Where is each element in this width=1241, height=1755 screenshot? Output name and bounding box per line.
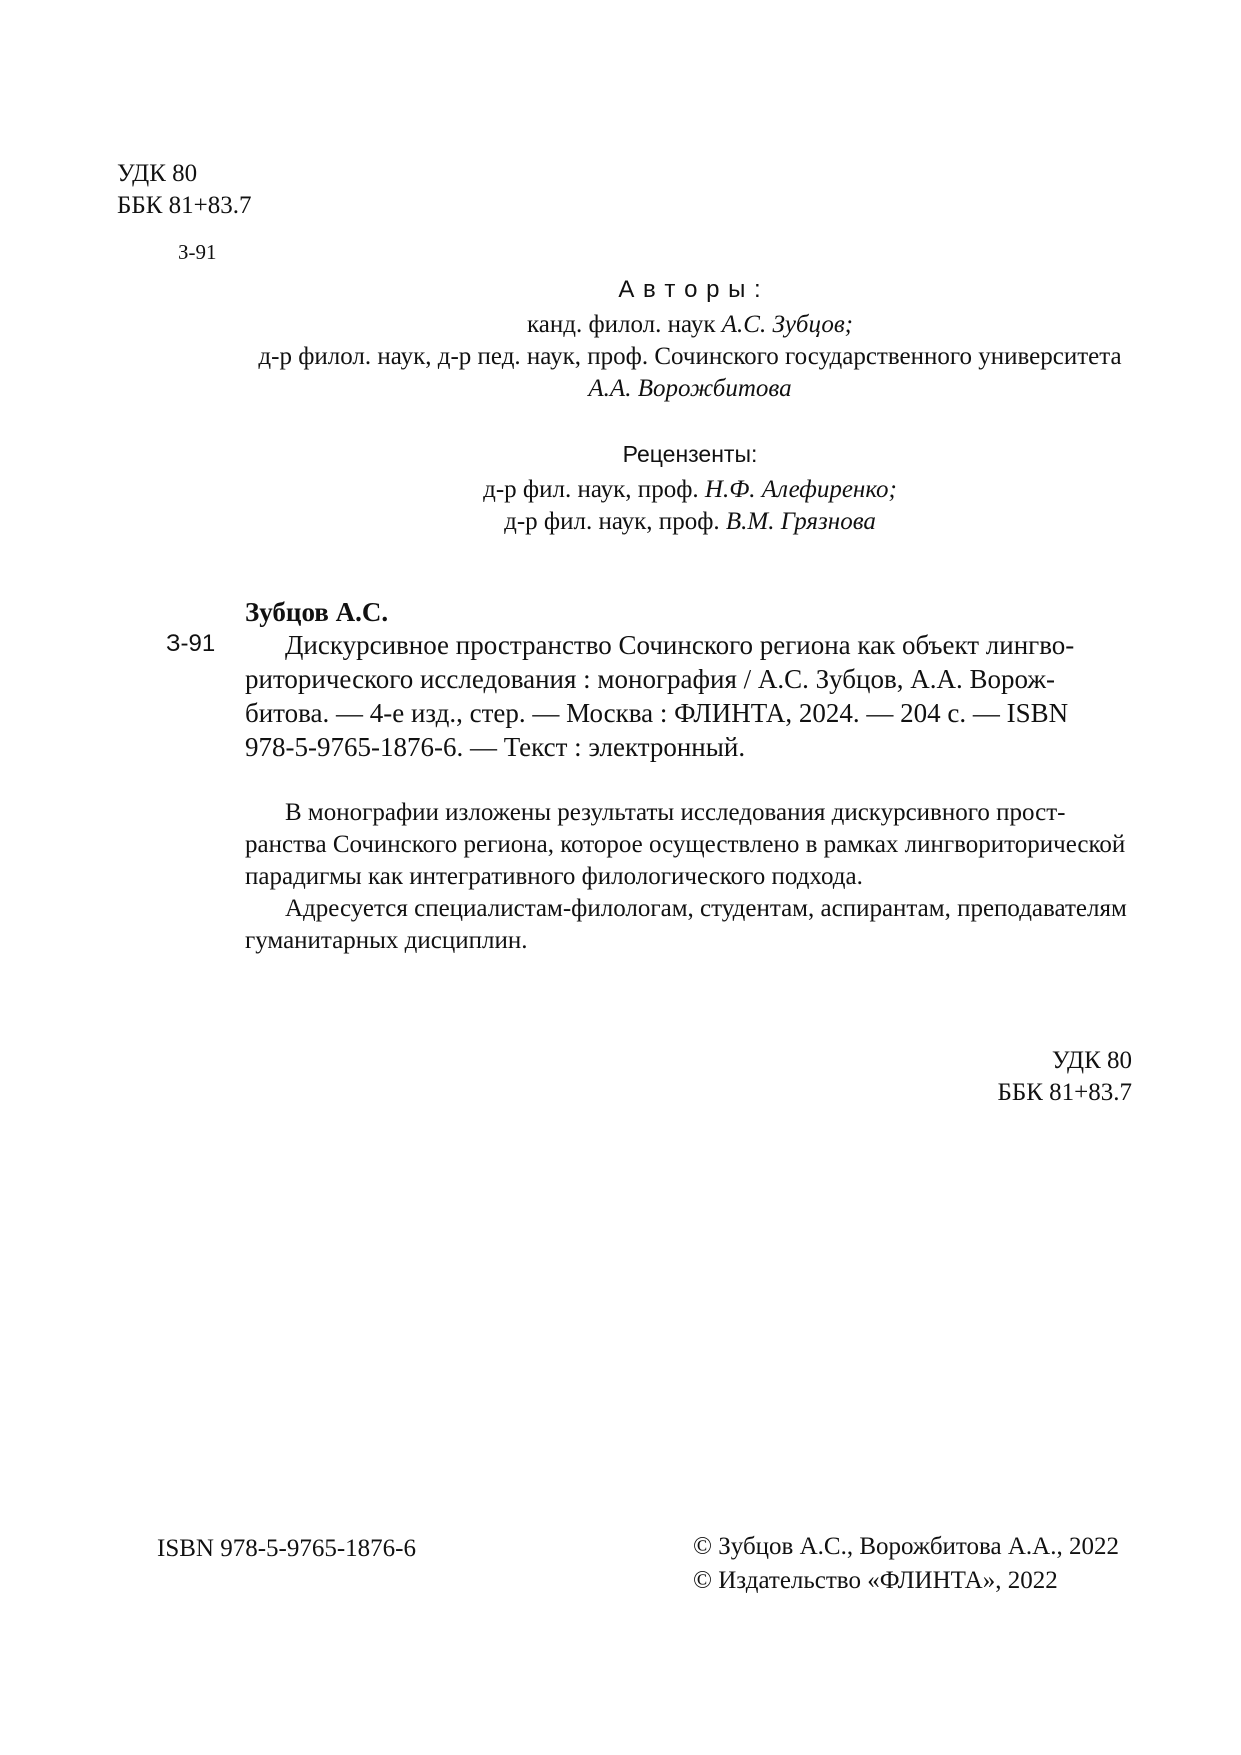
- author-mark: З-91: [178, 240, 217, 264]
- udk-code: УДК 80: [117, 160, 198, 187]
- catalog-line-4: 978-5-9765-1876-6. — Текст : электронный.: [245, 732, 746, 762]
- catalog-author: Зубцов А.С.: [245, 597, 389, 627]
- catalog-mark: З-91: [166, 630, 216, 657]
- authors-line-2: д-р филол. наук, д-р пед. наук, проф. Сочинского государственного университета: [258, 343, 1122, 370]
- copyright-authors: © Зубцов А.С., Ворожбитова А.А., 2022: [693, 1533, 1119, 1560]
- reviewers-line-2: [245, 506, 1135, 538]
- author-name-1: А.С. Зубцов;: [721, 311, 853, 338]
- annotation-p1-line-1: В монографии изложены результаты исследования дискурсивного прост-: [285, 799, 1066, 826]
- annotation-p2-line-2: гуманитарных дисциплин.: [245, 927, 528, 954]
- author-name-2: А.А. Ворожбитова: [588, 375, 792, 402]
- annotation-p1-line-3: парадигмы как интегративного филологического подхода.: [245, 863, 863, 890]
- udk-code-bottom: УДК 80: [1051, 1047, 1132, 1074]
- copyright-publisher: © Издательство «ФЛИНТА», 2022: [693, 1567, 1058, 1594]
- catalog-line-3: битова. — 4-е изд., стер. — Москва : ФЛИНТА, 2024. — 204 с. — ISBN: [245, 698, 1069, 728]
- annotation-p2-line-1: Адресуется специалистам-филологам, студентам, аспирантам, преподавателям: [285, 895, 1127, 922]
- authors-heading: А в т о р ы :: [618, 276, 762, 303]
- reviewer-2-name: В.М. Грязнова: [725, 508, 876, 535]
- annotation-p1-line-2: ранства Сочинского региона, которое осуществлено в рамках лингвориторической: [245, 831, 1126, 858]
- catalog-line-2: риторического исследования : монография / А.С. Зубцов, А.А. Ворож-: [245, 664, 1055, 694]
- reviewer-1-title: д-р фил. наук, проф.: [483, 476, 699, 503]
- catalog-line-1: Дискурсивное пространство Сочинского региона как объект лингво-: [285, 630, 1075, 660]
- reviewer-1-name: Н.Ф. Алефиренко;: [704, 476, 897, 503]
- isbn: ISBN 978-5-9765-1876-6: [157, 1535, 417, 1562]
- reviewers-heading: Рецензенты:: [622, 441, 758, 467]
- bbk-code: ББК 81+83.7: [117, 192, 252, 219]
- authors-line-1: [245, 309, 1135, 341]
- reviewers-line-1: [245, 474, 1135, 506]
- reviewer-2-title: д-р фил. наук, проф.: [504, 508, 720, 535]
- authors-line-1-prefix: канд. филол. наук: [527, 311, 716, 338]
- bbk-code-bottom: ББК 81+83.7: [997, 1079, 1132, 1106]
